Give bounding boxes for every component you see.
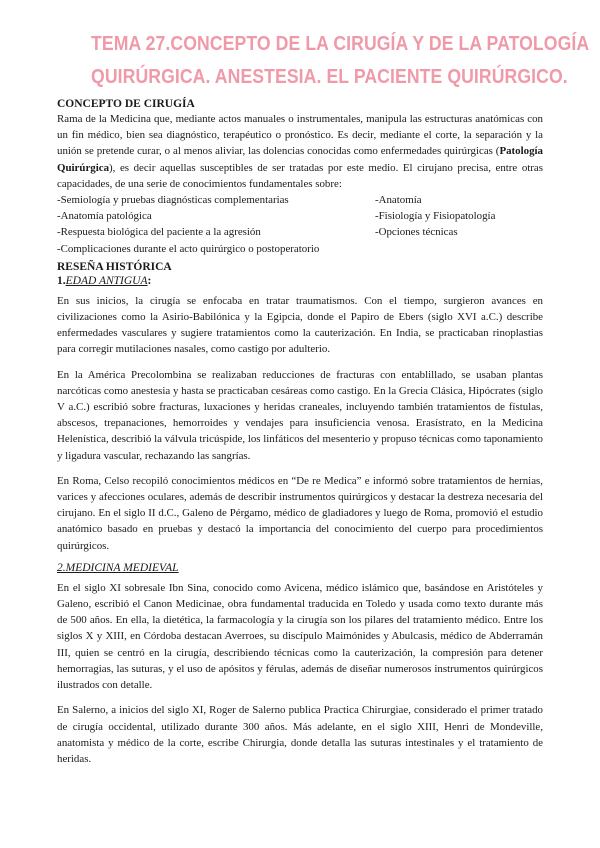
paragraph-concepto [57,111,543,192]
knowledge-list [57,192,543,257]
document-title [91,0,590,93]
section-heading-concepto: CONCEPTO DE CIRUGÍA [57,98,195,110]
bold-term: Patología Quirúrgica [57,145,543,174]
subsection-edad-antigua [57,274,543,289]
subsection-label: EDAD ANTIGUA [65,274,148,287]
subsection-medicina-medieval: 2.MEDICINA MEDIEVAL [57,561,179,574]
paragraph-text: ), es decir aquellas susceptibles de ser tratadas por este medio. El cirujano precisa, entre otras capacidades, de una serie de conocimientos fundamentales sobre: [57,161,543,190]
list-item: -Semiología y pruebas diagnósticas complementarias [57,194,289,207]
list-item: -Opciones técnicas [375,226,458,239]
paragraph-antigua-1: En sus inicios, la cirugía se enfocaba en tratar traumatismos. Con el tiempo, surgieron avances en civilizaciones como la Asirio-Babilónica y la Egipcia, donde el Papiro de Ebers (siglo XVI a.C.) describe enfermedades vasculares y sugiere tratamientos como la cauterización. En India, se practicaban rinoplastias para corregir mutilaciones nasales, como castigo por adulterio. [57,294,543,356]
paragraph-medieval-2: En Salerno, a inicios del siglo XI, Roger de Salerno publica Practica Chirurgiae, considerado el primer tratado de cirugía occidental, utilizado durante 300 años. Más adelante, en el siglo XIII, Henri de Mondeville, anatomista y médico de la corte, escribe Chirurgia, donde detalla las suturas intestinales y el tratamiento de heridas. [57,704,543,765]
list-item: -Fisiología y Fisiopatología [375,210,496,223]
title-line-2: QUIRÚRGICA. ANESTESIA. EL PACIENTE QUIRÚRGICO. [91,65,568,88]
subsection-number: 1. [57,274,66,287]
list-row [57,224,543,240]
list-item: -Complicaciones durante el acto quirúrgico o postoperatorio [57,242,320,255]
paragraph-antigua-2: En la América Precolombina se realizaban reducciones de fracturas con entablillado, se usaban plantas narcóticas como anestesia y hasta se practicaban cesáreas como castigo. En la Grecia Clásica, Hipócrates (siglo V a.C.) escribió sobre fracturas, luxaciones y heridas craneales, incluyendo también tratamientos de fístulas, abscesos, trepanaciones, hemorroides y vendajes para insuficiencia venosa. Erasístrato, en la Medicina Helenística, describió la válvula tricúspide, los linfáticos del mesenterio y propuso técnicas como taponamiento y ligadura vascular, rechazando las sangrías. [57,368,544,462]
paragraph-antigua-3: En Roma, Celso recopiló conocimientos médicos en “De re Medica” e informó sobre tratamientos de hernias, varices y afecciones oculares, además de describir instrumentos quirúrgicos y destacar la destreza necesaria del cirujano. En el siglo II d.C., Galeno de Pérgamo, médico de gladiadores y luego de Roma, promovió el estudio anatómico basado en pruebas y destacó la importancia del conocimiento del cuerpo para procedimientos quirúrgicos. [57,474,543,552]
section-heading-resena: RESEÑA HISTÓRICA [57,260,172,273]
subsection-colon: : [147,274,152,287]
paragraph-medieval-1: En el siglo XI sobresale Ibn Sina, conocido como Avicena, médico islámico que, basándose en Aristóteles y Galeno, escribió el Canon Medicinae, obra fundamental traducida en Toledo y usada como texto durante más de 500 años. En ella, la dietética, la farmacología y la cirugía son los pilares del tratamiento médico. Entre los siglos X y XIII, en Córdoba destacan Averroes, su discípulo Maimónides y Abulcasis, médico de Abderramán III, quien se centró en la cirugía, describiendo técnicas como la cauterización, la compresión para detener hemorragias, las suturas, y el uso de apósitos y férulas, además de diseñar numerosos instrumentos quirúrgicos ilustrados con detalle. [57,581,543,692]
list-item: -Anatomía [375,194,422,207]
list-row [57,241,543,257]
list-row [57,192,543,208]
title-line-1: TEMA 27.CONCEPTO DE LA CIRUGÍA Y DE LA PATOLOGÍA [91,32,590,55]
list-item: -Anatomía patológica [57,210,152,223]
list-row [57,208,543,224]
paragraph-text: Rama de la Medicina que, mediante actos manuales o instrumentales, manipula las estructuras anatómicas con un fin médico, bien sea diagnóstico, terapéutico o pronóstico. Es decir, mediante el corte, la separación y la unión se pretende curar, o al menos aliviar, las dolencias conocidas como enfermedades quirúrgicas ( [57,113,543,158]
list-item: -Respuesta biológica del paciente a la agresión [57,226,261,239]
